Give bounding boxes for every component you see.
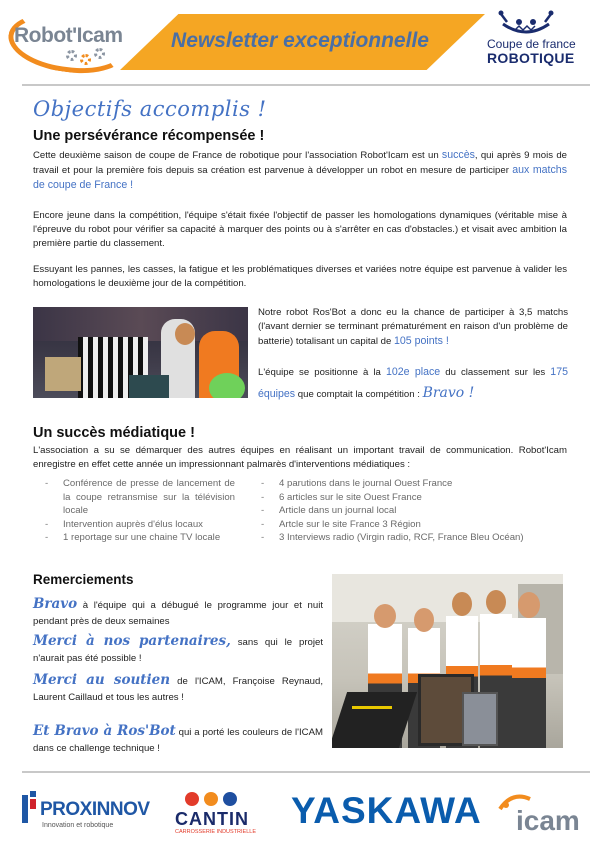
team-member-head (414, 608, 434, 632)
list-item: - Conférence de presse de lancement de la coupe retransmise sur la télévision locale (43, 477, 235, 518)
cantin-logo (175, 790, 265, 836)
thanks-lead: Merci à nos partenaires, (33, 633, 231, 649)
mat-line (352, 706, 392, 709)
green-ball (209, 373, 245, 398)
cantin-tagline: CARROSSERIE INDUSTRIELLE (175, 829, 256, 835)
text-run: que comptait la compétition : (295, 389, 423, 400)
list-item: - Intervention auprès d'élus locaux (43, 518, 235, 532)
yaskawa-logo: YASKAWA (291, 790, 482, 831)
icam-wordmark: icam (516, 805, 580, 836)
gear-icon (66, 50, 77, 61)
thanks-team (33, 596, 323, 630)
paragraph-ranking (258, 362, 568, 405)
team-member-head (175, 323, 195, 345)
section-heading-media: Un succès médiatique ! (33, 425, 195, 441)
thanks-lead: Merci au soutien (33, 672, 171, 688)
team-member-head (518, 592, 540, 618)
robot-icam-logo-text: Robot'Icam (14, 24, 123, 47)
thanks-support (33, 672, 323, 706)
text-run: à l'équipe qui a débugué le programme jour et nuit pendant près de deux semaines (33, 600, 323, 627)
footer-divider (22, 771, 590, 773)
highlight-success: succès (441, 149, 475, 161)
highlight-points: 105 points ! (394, 335, 449, 347)
team-member-figure (512, 618, 546, 748)
highlight-matches: aux matchs de coupe de France ! (33, 164, 567, 191)
coupe-de-france-logo (487, 10, 599, 70)
logo-line-2: ROBOTIQUE (487, 50, 575, 66)
bravo-callout: Bravo ! (422, 385, 475, 401)
list-item: - 6 articles sur le site Ouest France (259, 491, 539, 505)
thanks-partners (33, 633, 323, 667)
gear-icon (80, 54, 91, 65)
robot-face-icon (497, 10, 555, 34)
media-list-left (43, 477, 235, 545)
text-run: L'équipe se positionne à la (258, 367, 386, 378)
team-member-head (486, 590, 506, 614)
proxinnov-wordmark: PROXINNOV (40, 799, 150, 820)
text-run: sans qui le projet n'aurait pas été possible ! (33, 637, 324, 664)
paragraph-intro (33, 148, 567, 193)
text-run: , qui après 9 mois de travail et pour la première fois depuis sa création est parvenue à développer un robot en mesure de participer (33, 150, 567, 176)
paragraph-matches (258, 306, 568, 349)
proxinnov-tagline: Innovation et robotique (42, 822, 114, 829)
flame-icons (183, 790, 239, 808)
list-item: - 1 reportage sur une chaine TV locale (43, 531, 235, 545)
header-divider (22, 84, 590, 86)
paragraph-media-intro: L'association a su se démarquer des autres équipes en réalisant un important travail de communication. Robot'Icam enregistre en effet cette année un impressionnant palmarès d'interventions médiatiques : (33, 445, 567, 470)
text-run: Cette deuxième saison de coupe de France de robotique pour l'association Robot'Icam est un (33, 150, 442, 161)
thanks-rosbot (33, 723, 323, 757)
text-run: qui a porté les couleurs de l'ICAM dans ce challenge technique ! (33, 727, 323, 754)
logo-line-1: Coupe de france (487, 37, 576, 51)
main-title: Objectifs accomplis ! (33, 97, 267, 121)
highlight-teams: 175 équipes (258, 366, 568, 400)
newsletter-header (0, 0, 604, 82)
team-member-head (374, 604, 396, 628)
game-table (129, 375, 169, 398)
thanks-lead: Bravo (33, 596, 78, 612)
game-mat (332, 692, 417, 748)
text-run: du classement sur les (440, 367, 551, 378)
team-member-head (452, 592, 472, 616)
robot-icam-logo (8, 14, 136, 74)
list-item: - Artcle sur le site France 3 Région (259, 518, 539, 532)
section-heading-perseverance: Une persévérance récompensée ! (33, 128, 265, 144)
highlight-rank: 102e place (385, 366, 441, 378)
thanks-lead: Et Bravo à Ros'Bot (33, 723, 176, 739)
gear-icon (94, 48, 105, 59)
team-photo (332, 574, 563, 748)
list-item: - 4 parutions dans le journal Ouest France (259, 477, 539, 491)
cantin-wordmark: CANTIN (175, 809, 249, 829)
newsletter-title: Newsletter exceptionnelle (171, 29, 429, 52)
proxinnov-logo (20, 789, 160, 831)
list-item: - 3 Interviews radio (Virgin radio, RCF, France Bleu Océan) (259, 531, 539, 545)
competition-photo (33, 307, 248, 398)
paragraph-homologation: Essuyant les pannes, les casses, la fatigue et les problématiques diverses et variées notre équipe est parvenue à valider les homologations le deuxième jour de la compétition. (33, 264, 567, 289)
paragraph-objective: Encore jeune dans la compétition, l'équipe s'était fixée l'objectif de passer les homologations dynamiques (véritable mise à l'épreuve du robot pour vérifier sa capacité à marquer des points ou à s'arrêter en cas d'obstacles.) et visait avec ambition la première partie du classement. (33, 210, 567, 249)
section-heading-thanks: Remerciements (33, 572, 134, 587)
robot-box (45, 357, 81, 391)
text-run: de l'ICAM, Françoise Reynaud, Laurent Caillaud et tous les autres ! (33, 676, 323, 703)
media-list-right (259, 477, 539, 545)
list-item: - Article dans un journal local (259, 504, 539, 518)
text-run: Notre robot Ros'Bot a donc eu la chance de participer à 3,5 matchs (l'avant dernier se terminant prématurément en raison d'un problème de batterie) totalisant un capital de (258, 307, 568, 347)
icam-logo (498, 793, 588, 841)
robot-case (462, 692, 498, 746)
